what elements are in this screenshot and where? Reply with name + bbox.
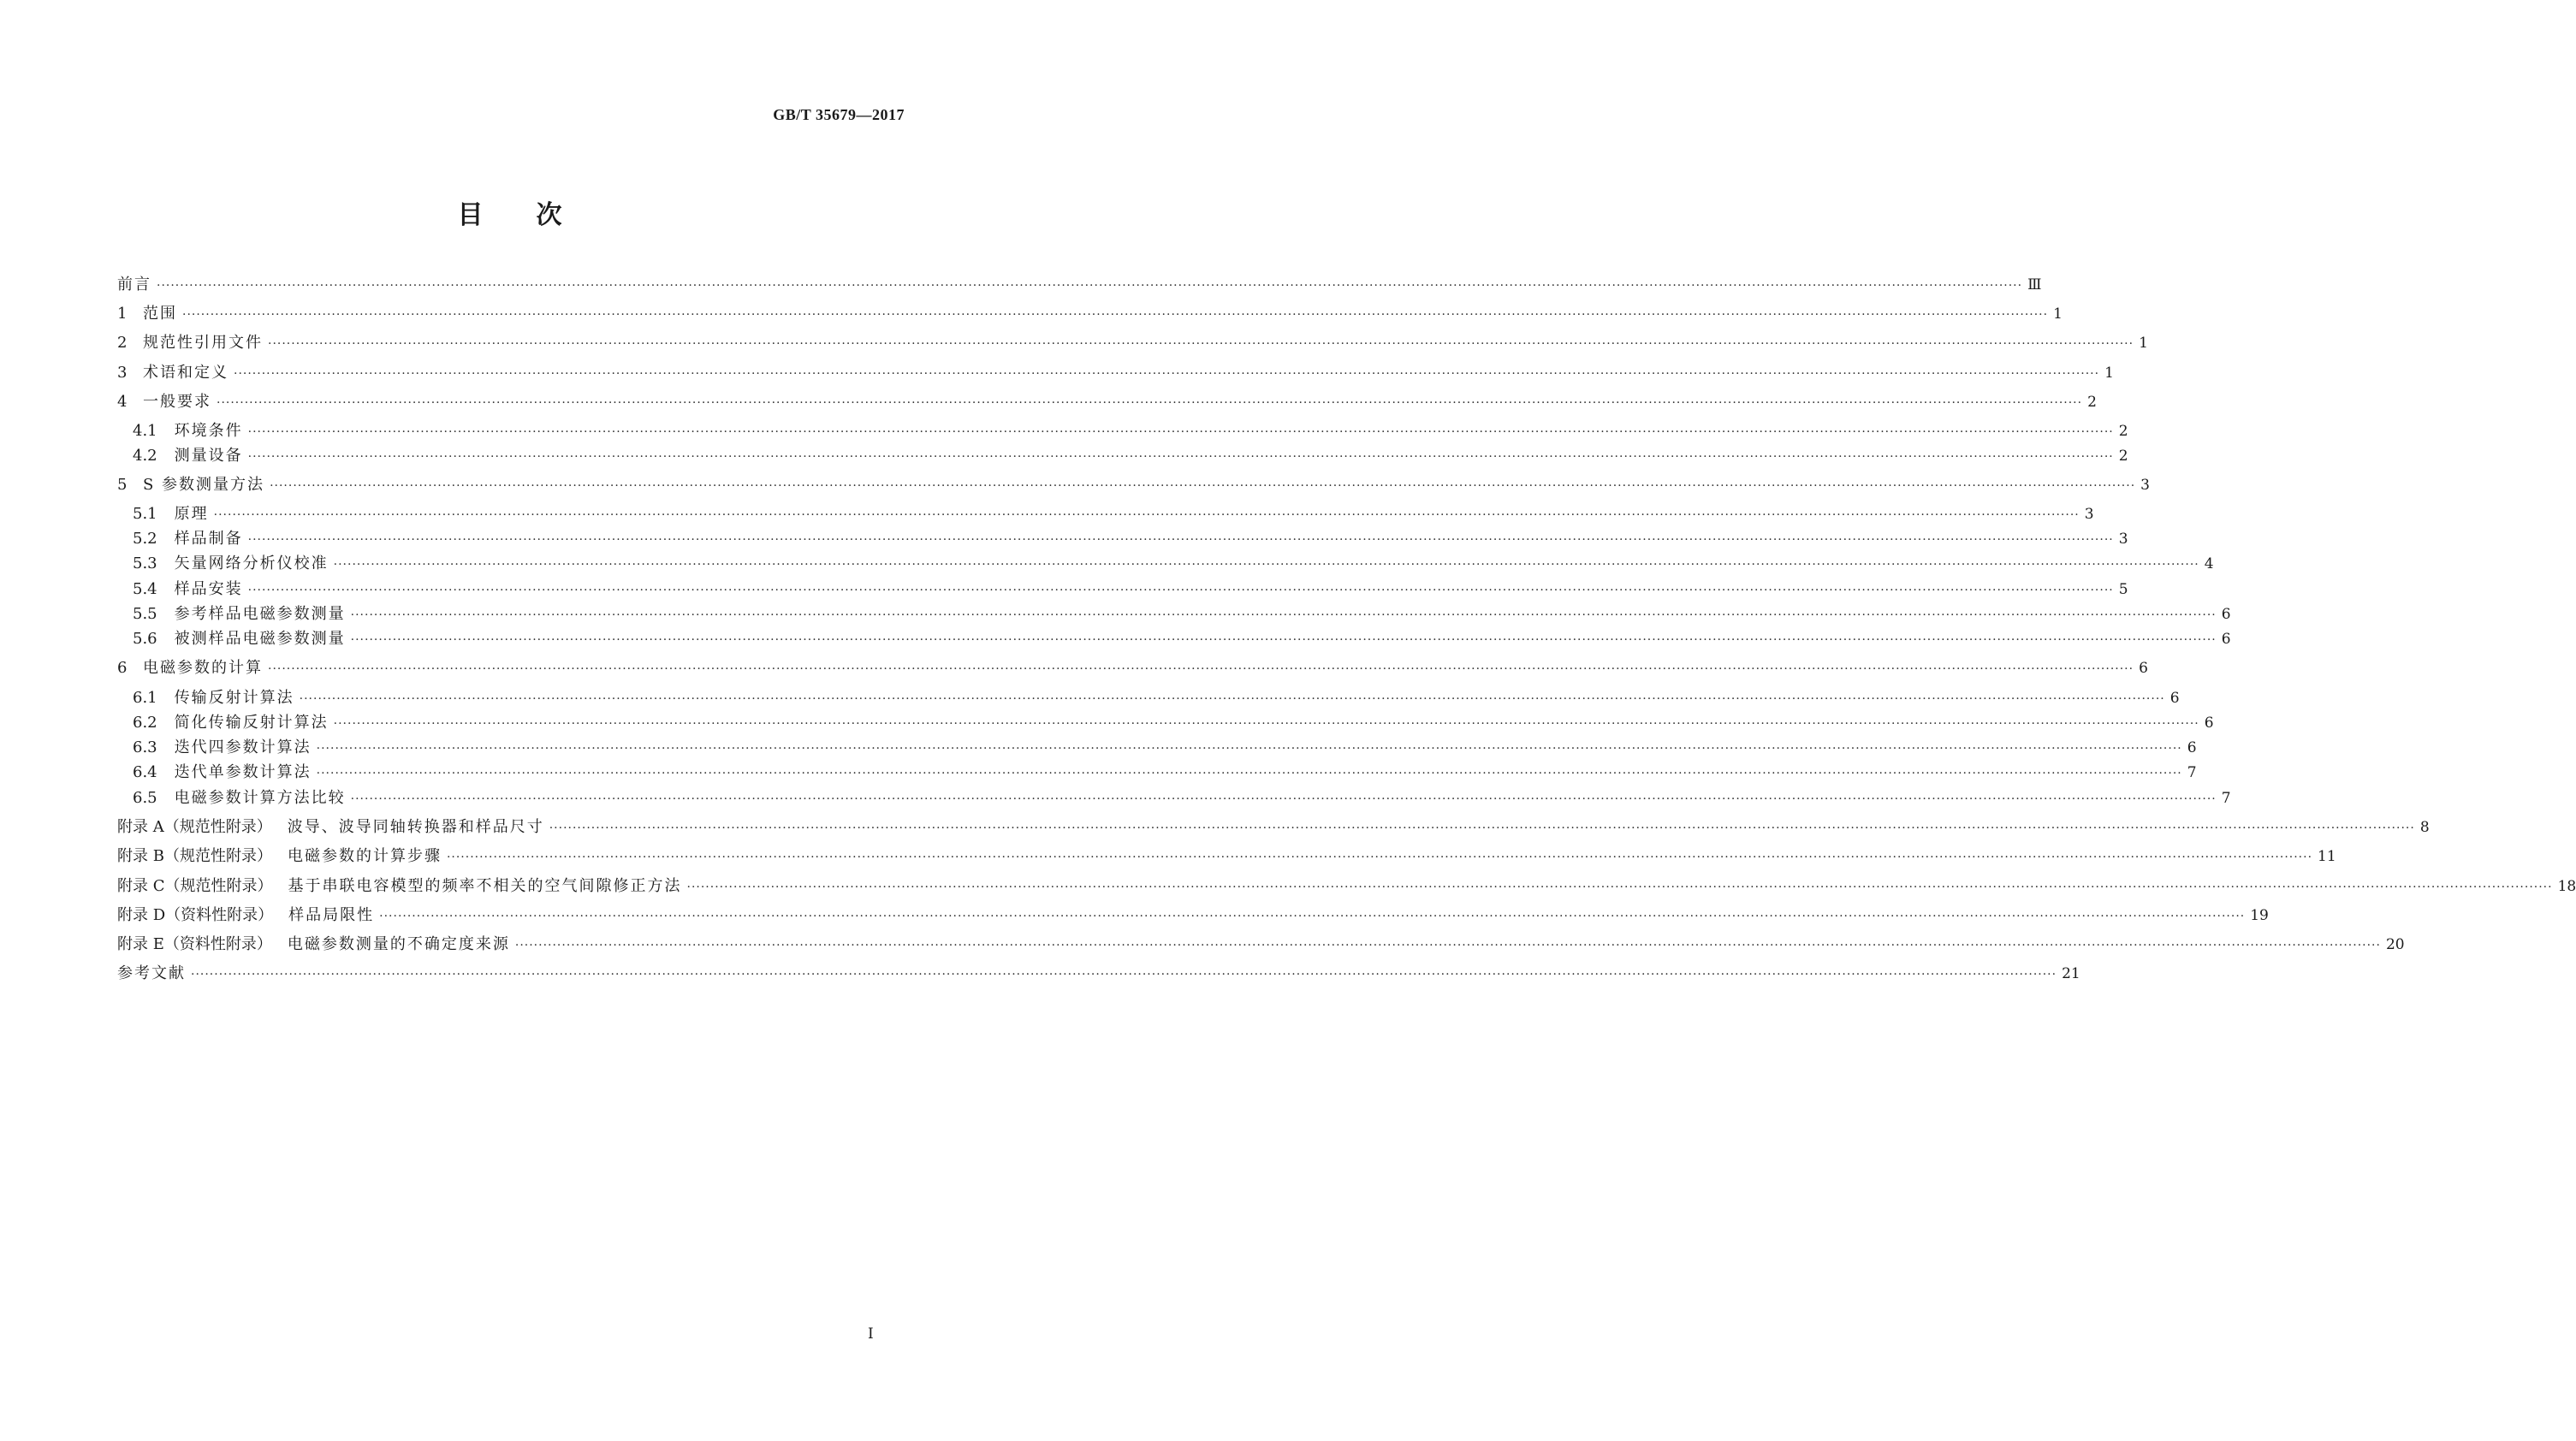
toc-entry-page: 6 bbox=[2204, 715, 2214, 732]
toc-entry-page: 8 bbox=[2419, 819, 2430, 836]
toc-entry-page: 6 bbox=[2139, 660, 2148, 677]
toc-entry-number: 6.2 bbox=[133, 714, 157, 732]
toc-leader-dots: ················································································································································································································································································································································································································ bbox=[514, 939, 2381, 952]
toc-entry[interactable] bbox=[133, 526, 2128, 552]
toc-entry-label: 电磁参数的计算 bbox=[143, 659, 263, 677]
toc-leader-dots: ················································································································································································································································································································································································································ bbox=[157, 279, 2023, 293]
toc-entry-label: 范围 bbox=[143, 305, 177, 323]
toc-entry[interactable] bbox=[117, 961, 2080, 987]
toc-leader-dots: ················································································································································································································································································································································································································ bbox=[333, 558, 2199, 572]
toc-entry[interactable] bbox=[133, 602, 2231, 627]
toc-entry[interactable] bbox=[117, 472, 2150, 498]
toc-leader-dots: ················································································································································································································································································································································································································ bbox=[686, 881, 2553, 894]
toc-entry-number: 4.1 bbox=[133, 422, 157, 440]
toc-entry-page: 7 bbox=[2221, 790, 2231, 807]
toc-entry-label: 术语和定义 bbox=[143, 364, 229, 382]
toc-entry-number: 附录 D（资料性附录） bbox=[117, 906, 274, 924]
toc-entry-label: S 参数测量方法 bbox=[143, 476, 265, 494]
toc-leader-dots: ················································································································································································································································································································································································································ bbox=[379, 910, 2246, 923]
toc-entry-label: 电磁参数测量的不确定度来源 bbox=[287, 935, 510, 953]
toc-entry-label: 样品制备 bbox=[174, 530, 243, 548]
toc-entry[interactable] bbox=[117, 874, 2576, 899]
toc-entry[interactable] bbox=[117, 932, 2405, 958]
toc-entry-number: 4.2 bbox=[133, 447, 157, 465]
toc-entry-label: 传输反射计算法 bbox=[174, 689, 294, 707]
toc-entry-page: 19 bbox=[2250, 907, 2269, 924]
toc-entry-label: 环境条件 bbox=[174, 422, 243, 440]
toc-entry-page: 4 bbox=[2204, 555, 2214, 572]
page-title: 目次 bbox=[457, 200, 615, 230]
toc-entry-number: 附录 A（规范性附录） bbox=[117, 818, 272, 836]
toc-entry[interactable] bbox=[133, 443, 2128, 469]
toc-entry[interactable] bbox=[117, 272, 2042, 298]
toc-entry-label: 原理 bbox=[174, 505, 209, 523]
toc-entry-number: 2 bbox=[117, 334, 128, 352]
toc-entry-number: 附录 B（规范性附录） bbox=[117, 847, 272, 865]
toc-entry-number: 5.5 bbox=[133, 605, 157, 623]
toc-entry[interactable] bbox=[133, 501, 2094, 527]
toc-entry-label: 样品安装 bbox=[174, 580, 243, 598]
toc-entry[interactable] bbox=[117, 360, 2114, 386]
toc-entry-page: 6 bbox=[2221, 606, 2231, 623]
toc-entry-page: 2 bbox=[2118, 448, 2128, 465]
toc-leader-dots: ················································································································································································································································································································································································································ bbox=[234, 367, 2100, 381]
toc-leader-dots: ················································································································································································································································································································································································································ bbox=[299, 692, 2165, 706]
toc-leader-dots: ················································································································································································································································································································································································································ bbox=[350, 633, 2217, 647]
toc-leader-dots: ················································································································································································································································································································································································································ bbox=[549, 821, 2415, 835]
toc-leader-dots: ················································································································································································································································································································································································································ bbox=[182, 308, 2049, 322]
toc-entry-number: 6.5 bbox=[133, 789, 157, 807]
toc-leader-dots: ················································································································································································································································································································································································································ bbox=[217, 396, 2083, 410]
toc-entry-page: 1 bbox=[2139, 335, 2148, 352]
toc-leader-dots: ················································································································································································································································································································································································································ bbox=[316, 742, 2182, 756]
toc-entry-page: Ⅲ bbox=[2027, 276, 2042, 294]
toc-entry-number: 5.6 bbox=[133, 630, 157, 648]
toc-entry-number: 6.1 bbox=[133, 689, 157, 707]
toc-entry-label: 简化传输反射计算法 bbox=[174, 714, 329, 732]
toc-entry[interactable] bbox=[117, 389, 2097, 415]
toc-entry-page: 6 bbox=[2221, 631, 2231, 648]
toc-leader-dots: ················································································································································································································································································································································································································ bbox=[247, 533, 2114, 547]
toc-entry-number: 附录 E（资料性附录） bbox=[117, 935, 272, 953]
standard-number: GB/T 35679—2017 bbox=[773, 106, 905, 123]
toc-entry-page: 1 bbox=[2104, 365, 2114, 382]
toc-entry-label: 一般要求 bbox=[143, 393, 211, 411]
toc-entry[interactable] bbox=[133, 760, 2197, 786]
toc-entry-label: 迭代四参数计算法 bbox=[174, 738, 312, 756]
toc-entry-page: 2 bbox=[2118, 423, 2128, 440]
toc-entry[interactable] bbox=[117, 815, 2430, 840]
toc-entry-label: 样品局限性 bbox=[288, 906, 375, 924]
toc-entry[interactable] bbox=[133, 577, 2128, 602]
toc-entry[interactable] bbox=[133, 786, 2231, 811]
toc-entry-label: 规范性引用文件 bbox=[143, 334, 263, 352]
page-number: I bbox=[868, 1325, 874, 1343]
toc-leader-dots: ················································································································································································································································································································································································································ bbox=[316, 767, 2182, 780]
toc-entry-page: 5 bbox=[2118, 581, 2128, 598]
toc-leader-dots: ················································································································································································································································································································································································································ bbox=[350, 792, 2217, 806]
toc-entry-page: 2 bbox=[2087, 394, 2097, 411]
toc-entry[interactable] bbox=[117, 844, 2336, 869]
toc-leader-dots: ················································································································································································································································································································································································································ bbox=[247, 425, 2114, 439]
toc-entry-page: 3 bbox=[2140, 477, 2150, 494]
toc-entry-page: 6 bbox=[2187, 739, 2197, 756]
toc-entry-page: 6 bbox=[2169, 690, 2180, 707]
toc-entry[interactable] bbox=[133, 418, 2128, 444]
toc-entry-page: 7 bbox=[2187, 764, 2197, 781]
toc-entry[interactable] bbox=[117, 330, 2148, 356]
toc-entry-page: 21 bbox=[2062, 965, 2080, 982]
toc-entry[interactable] bbox=[117, 903, 2269, 928]
toc-entry[interactable] bbox=[117, 301, 2063, 327]
toc-entry-number: 5 bbox=[117, 476, 128, 494]
toc-entry-label: 矢量网络分析仪校准 bbox=[174, 554, 329, 572]
toc-entry[interactable] bbox=[133, 551, 2214, 577]
toc-leader-dots: ················································································································································································································································································································································································································ bbox=[350, 608, 2217, 622]
toc-entry[interactable] bbox=[133, 710, 2214, 736]
toc-leader-dots: ················································································································································································································································································································································································································ bbox=[247, 450, 2114, 464]
toc-entry-number: 5.4 bbox=[133, 580, 157, 598]
toc-entry[interactable] bbox=[133, 626, 2231, 652]
toc-entry-number: 6 bbox=[117, 659, 128, 677]
toc-entry-page: 3 bbox=[2084, 506, 2094, 523]
toc-entry-number: 3 bbox=[117, 364, 128, 382]
toc-leader-dots: ················································································································································································································································································································································································································ bbox=[247, 584, 2114, 597]
toc-entry-page: 20 bbox=[2385, 936, 2405, 953]
toc-leader-dots: ················································································································································································································································································································································································································ bbox=[270, 479, 2136, 493]
toc-entry-page: 3 bbox=[2118, 531, 2128, 548]
toc-leader-dots: ················································································································································································································································································································································································································ bbox=[268, 662, 2134, 676]
toc-entry-number: 6.4 bbox=[133, 763, 157, 781]
toc-leader-dots: ················································································································································································································································································································································································································ bbox=[213, 508, 2080, 522]
toc-entry-label: 基于串联电容模型的频率不相关的空气间隙修正方法 bbox=[288, 877, 682, 895]
toc-entry-number: 6.3 bbox=[133, 738, 157, 756]
toc-entry-label: 迭代单参数计算法 bbox=[174, 763, 312, 781]
toc-entry-number: 5.1 bbox=[133, 505, 157, 523]
toc-entry[interactable] bbox=[133, 685, 2180, 711]
toc-entry-label: 被测样品电磁参数测量 bbox=[174, 630, 346, 648]
toc-entry-number: 1 bbox=[117, 305, 128, 323]
toc-entry-label: 参考文献 bbox=[117, 964, 186, 982]
toc-entry-page: 1 bbox=[2053, 305, 2063, 323]
toc-entry-label: 参考样品电磁参数测量 bbox=[174, 605, 346, 623]
toc-entry-label: 电磁参数计算方法比较 bbox=[174, 789, 346, 807]
toc-entry-label: 电磁参数的计算步骤 bbox=[287, 847, 442, 865]
toc-entry-number: 4 bbox=[117, 393, 128, 411]
toc-entry-label: 波导、波导同轴转换器和样品尺寸 bbox=[287, 818, 544, 836]
toc-entry[interactable] bbox=[133, 735, 2197, 761]
toc-leader-dots: ················································································································································································································································································································································································································ bbox=[446, 851, 2313, 864]
toc-entry-number: 5.3 bbox=[133, 554, 157, 572]
toc-entry-page: 18 bbox=[2557, 878, 2576, 895]
toc-leader-dots: ················································································································································································································································································································································································································ bbox=[268, 337, 2134, 351]
toc-entry-number: 附录 C（规范性附录） bbox=[117, 877, 273, 895]
toc-entry-label: 测量设备 bbox=[174, 447, 243, 465]
toc-entry-page: 11 bbox=[2318, 848, 2336, 865]
toc-entry[interactable] bbox=[117, 655, 2148, 681]
toc-entry-label: 前言 bbox=[117, 276, 151, 294]
toc-leader-dots: ················································································································································································································································································································································································································ bbox=[333, 717, 2199, 731]
toc-leader-dots: ················································································································································································································································································································································································································ bbox=[191, 968, 2057, 981]
toc-entry-number: 5.2 bbox=[133, 530, 157, 548]
